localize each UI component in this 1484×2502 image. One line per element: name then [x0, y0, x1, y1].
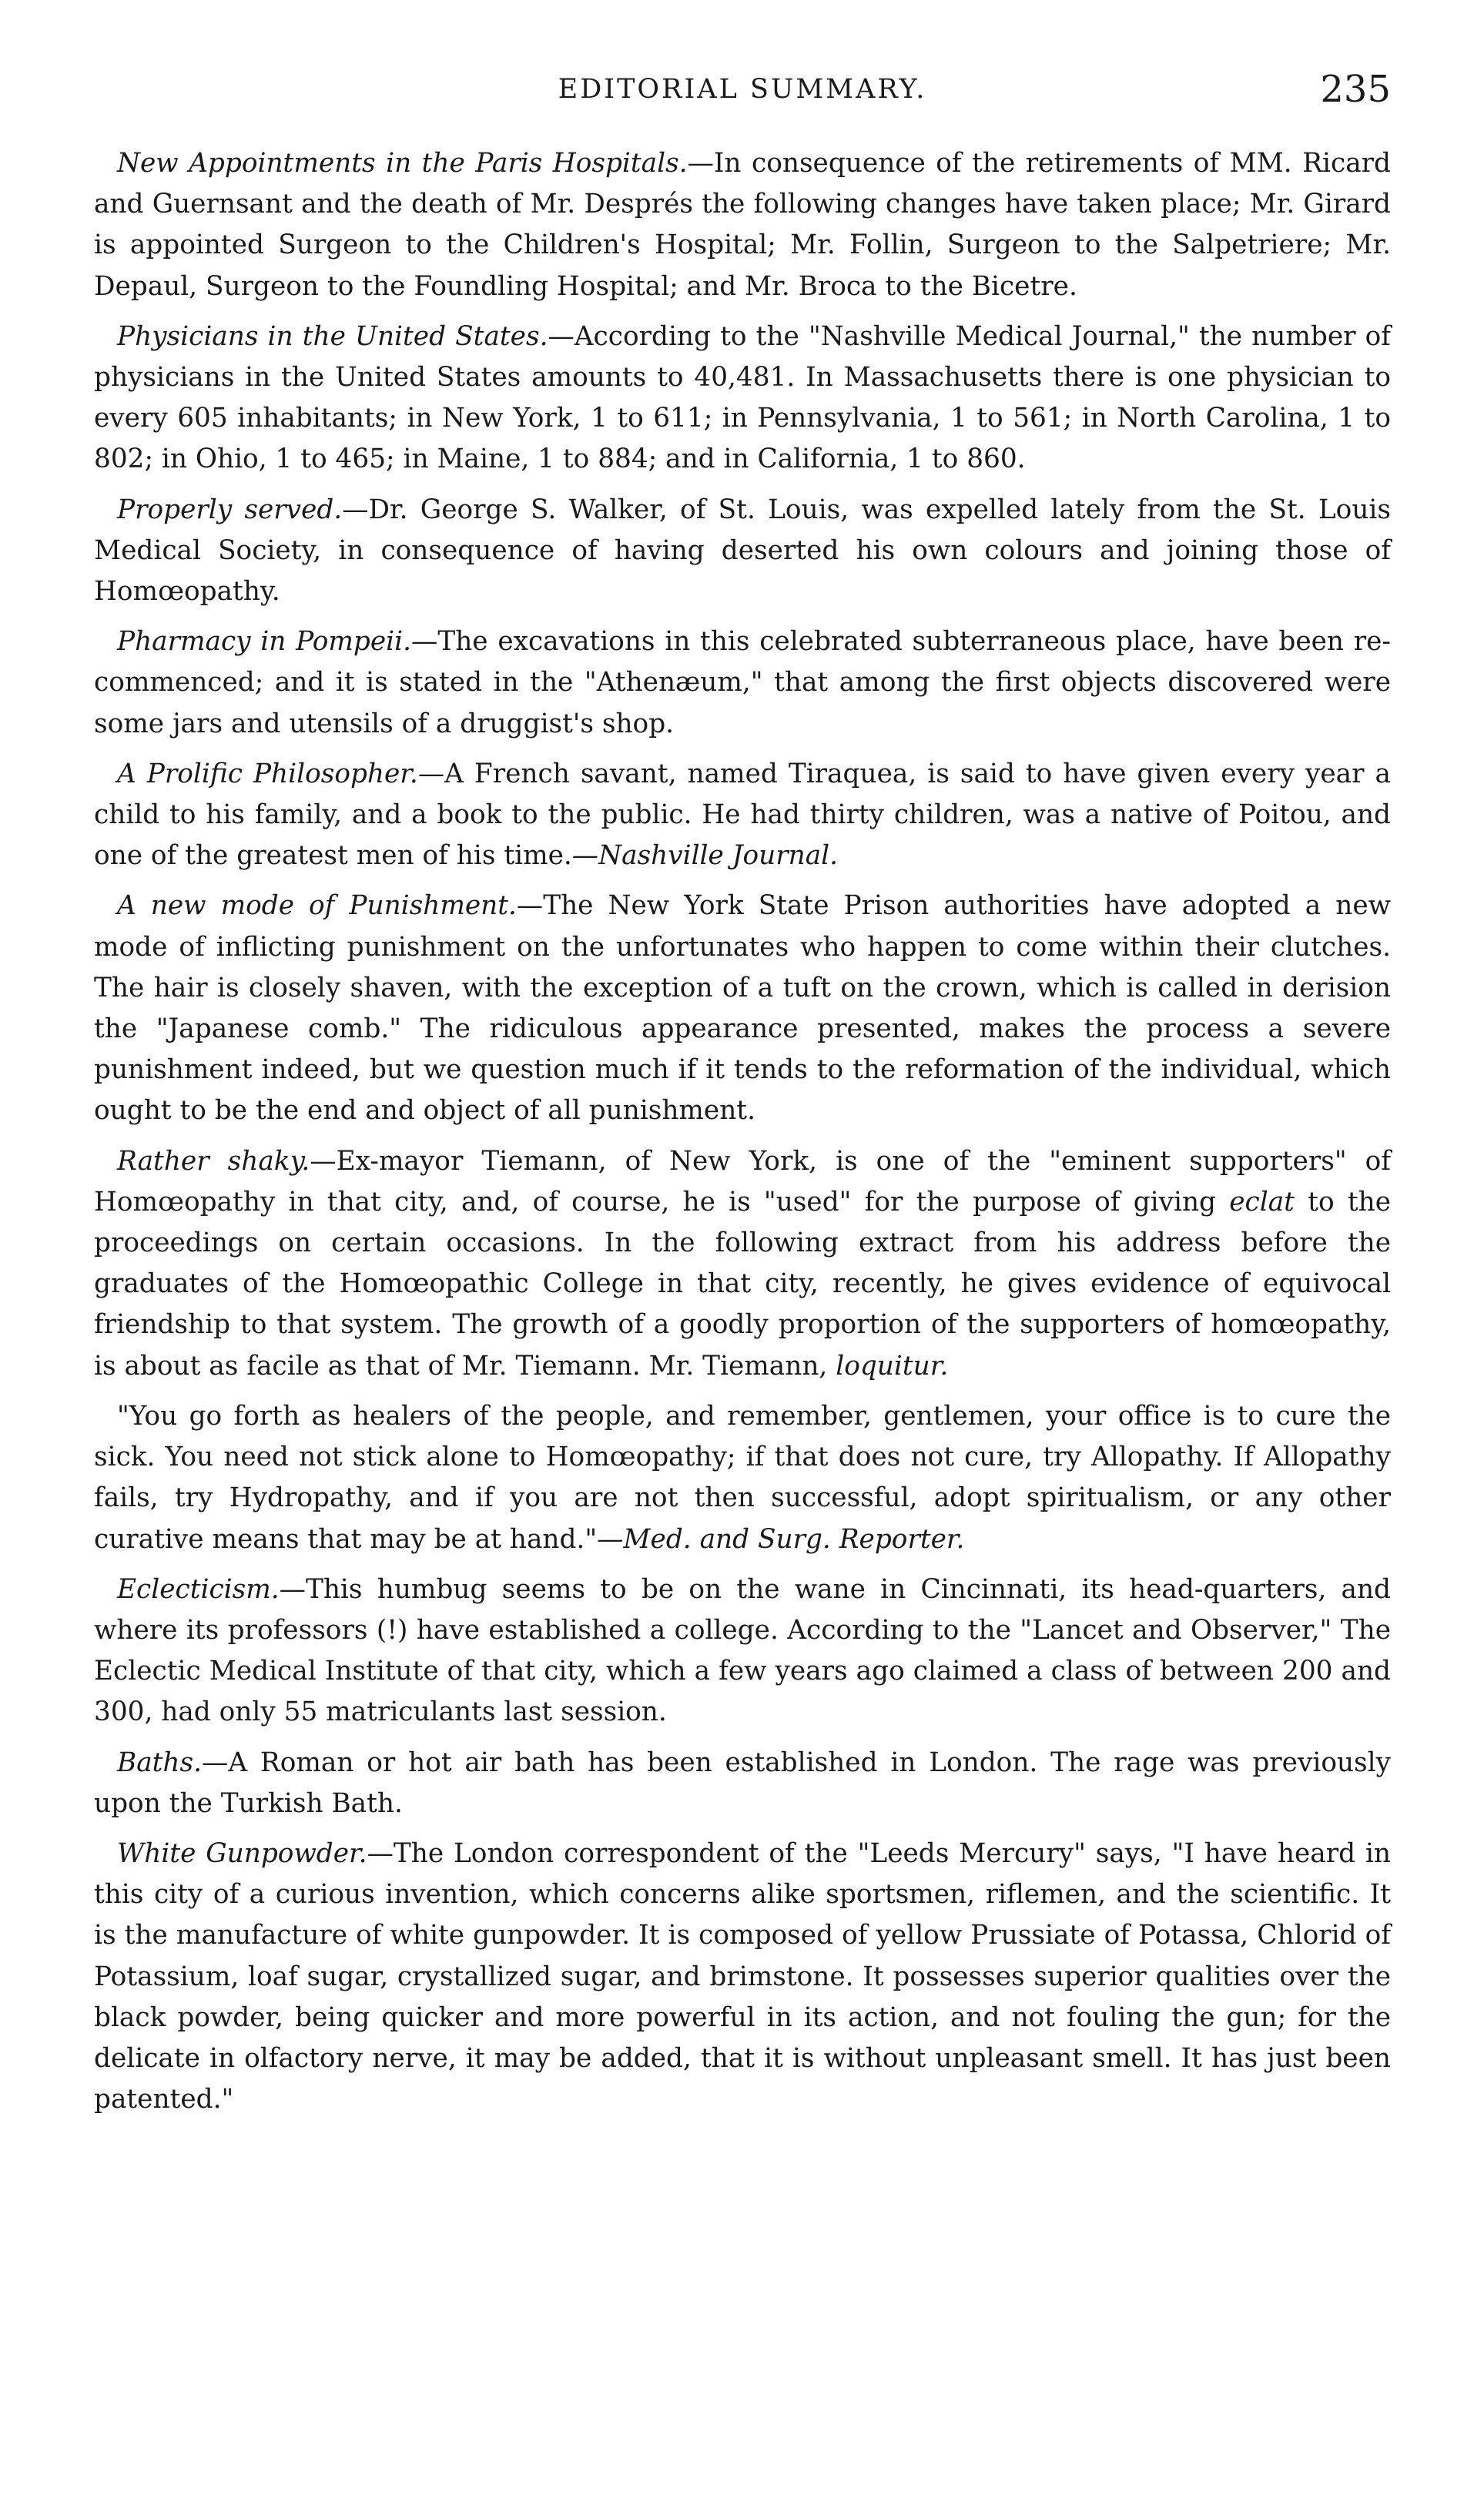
- paragraph-eclecticism: [94, 1569, 1391, 1733]
- quotation-text: "You go forth as healers of the people, and remember, gentlemen, your office is to cure the sick. You need not stick alone to Homœopathy; if that does not cure, try Allopathy. If Allopathy fails, try Hydropathy, and if you are not then successful, adopt spiritualism, or any other curative means that may be at hand.": [94, 1400, 1391, 1555]
- paragraph-text: —Dr. George S. Walker, of St. Louis, was expelled lately from the St. Louis Medical Society, in consequence of having deserted his own colours and joining those of Homœopathy.: [94, 494, 1391, 608]
- paragraph-baths: [94, 1743, 1391, 1824]
- paragraph-heading: A Prolific Philosopher.: [117, 758, 418, 789]
- paragraph-heading: Baths.: [117, 1747, 203, 1778]
- paragraph-properly-served: [94, 490, 1391, 613]
- italic-word: loquitur.: [836, 1350, 949, 1382]
- paragraph-heading: White Gunpowder.: [117, 1837, 367, 1869]
- paragraph-heading: Properly served.: [117, 494, 343, 525]
- article-body: [94, 143, 1391, 2129]
- paragraph-text: —A Roman or hot air bath has been established in London. The rage was previously upon the Turkish Bath.: [94, 1747, 1391, 1819]
- paragraph-heading: Physicians in the United States.: [117, 320, 548, 352]
- running-header: [94, 66, 1391, 112]
- paragraph-heading: Rather shaky.: [117, 1145, 310, 1177]
- paragraph-text: —The New York State Prison authorities have adopted a new mode of inflicting punishment on the unfortunates who happen to come within their clutches. The hair is closely shaven, with the exception of a tuft on the crown, which is called in derision the "Japanese comb." The ridiculous appearance presented, makes the process a severe punishment indeed, but we question much if it tends to the reformation of the individual, which ought to be the end and object of all punishment.: [94, 890, 1391, 1127]
- paragraph-heading: New Appointments in the Paris Hospitals.: [117, 148, 688, 179]
- paragraph-heading: Eclecticism.: [117, 1573, 280, 1605]
- paragraph-physicians-us: [94, 317, 1391, 481]
- paragraph-new-punishment: [94, 886, 1391, 1131]
- paragraph-text-continued: to the proceedings on certain occasions. In the following extract from his address before the graduates of the Homœopathic College in that city, recently, he gives evidence of equivocal friendship to that system. The growth of a goodly proportion of the supporters of homœopathy, is about as facile as that of Mr. Tiemann. Mr. Tiemann,: [94, 1186, 1391, 1382]
- paragraph-text: —The excavations in this celebrated subterraneous place, have been re-commenced; and it is stated in the "Athenæum," that among the first objects discovered were some jars and utensils of a druggist's shop.: [94, 626, 1392, 739]
- source-citation: —Med. and Surg. Reporter.: [597, 1523, 965, 1555]
- source-citation: —Nashville Journal.: [571, 840, 839, 872]
- paragraph-rather-shaky: [94, 1141, 1391, 1387]
- paragraph-pharmacy-pompeii: [94, 621, 1391, 745]
- paragraph-text: —According to the "Nashville Medical Journal," the number of physicians in the United States amounts to 40,481. In Massachusetts there is one physician to every 605 inhabitants; in New York, 1 to 611; in Pennsylvania, 1 to 561; in North Carolina, 1 to 802; in Ohio, 1 to 465; in Maine, 1 to 884; and in California, 1 to 860.: [94, 320, 1391, 475]
- running-title: EDITORIAL SUMMARY.: [558, 74, 927, 105]
- paragraph-text: —Ex-mayor Tiemann, of New York, is one of the "eminent supporters" of Homœopathy in that city, and, of course, he is "used" for the purpose of giving: [94, 1145, 1391, 1218]
- paragraph-heading: Pharmacy in Pompeii.: [117, 626, 412, 658]
- italic-word: eclat: [1229, 1186, 1295, 1218]
- paragraph-text: —In consequence of the retirements of MM. Ricard and Guernsant and the death of Mr. Després the following changes have taken place; Mr. Girard is appointed Surgeon to the Children's Hospital; Mr. Follin, Surgeon to the Salpetriere; Mr. Depaul, Surgeon to the Foundling Hospital; and Mr. Broca to the Bicetre.: [94, 148, 1391, 302]
- paragraph-text: —This humbug seems to be on the wane in Cincinnati, its head-quarters, and where its professors (!) have established a college. According to the "Lancet and Observer," The Eclectic Medical Institute of that city, which a few years ago claimed a class of between 200 and 300, had only 55 matriculants last session.: [94, 1573, 1391, 1728]
- paragraph-prolific-philosopher: [94, 754, 1391, 877]
- paragraph-text: —The London correspondent of the "Leeds Mercury" says, "I have heard in this city of a curious invention, which concerns alike sportsmen, riflemen, and the scientific. It is the manufacture of white gunpowder. It is composed of yellow Prussiate of Potassa, Chlorid of Potassium, loaf sugar, crystallized sugar, and brimstone. It possesses superior qualities over the black powder, being quicker and more powerful in its action, and not fouling the gun; for the delicate in olfactory nerve, it may be added, that it is without unpleasant smell. It has just been patented.": [94, 1837, 1391, 2115]
- paragraph-text: —A French savant, named Tiraquea, is said to have given every year a child to his family, and a book to the public. He had thirty children, was a native of Poitou, and one of the greatest men of his time.: [94, 758, 1391, 872]
- paragraph-paris-hospitals: [94, 143, 1391, 307]
- page-number: 235: [1320, 68, 1391, 111]
- paragraph-heading: A new mode of Punishment.: [117, 890, 517, 922]
- paragraph-white-gunpowder: [94, 1834, 1391, 2120]
- paragraph-tiemann-quote: [94, 1396, 1391, 1560]
